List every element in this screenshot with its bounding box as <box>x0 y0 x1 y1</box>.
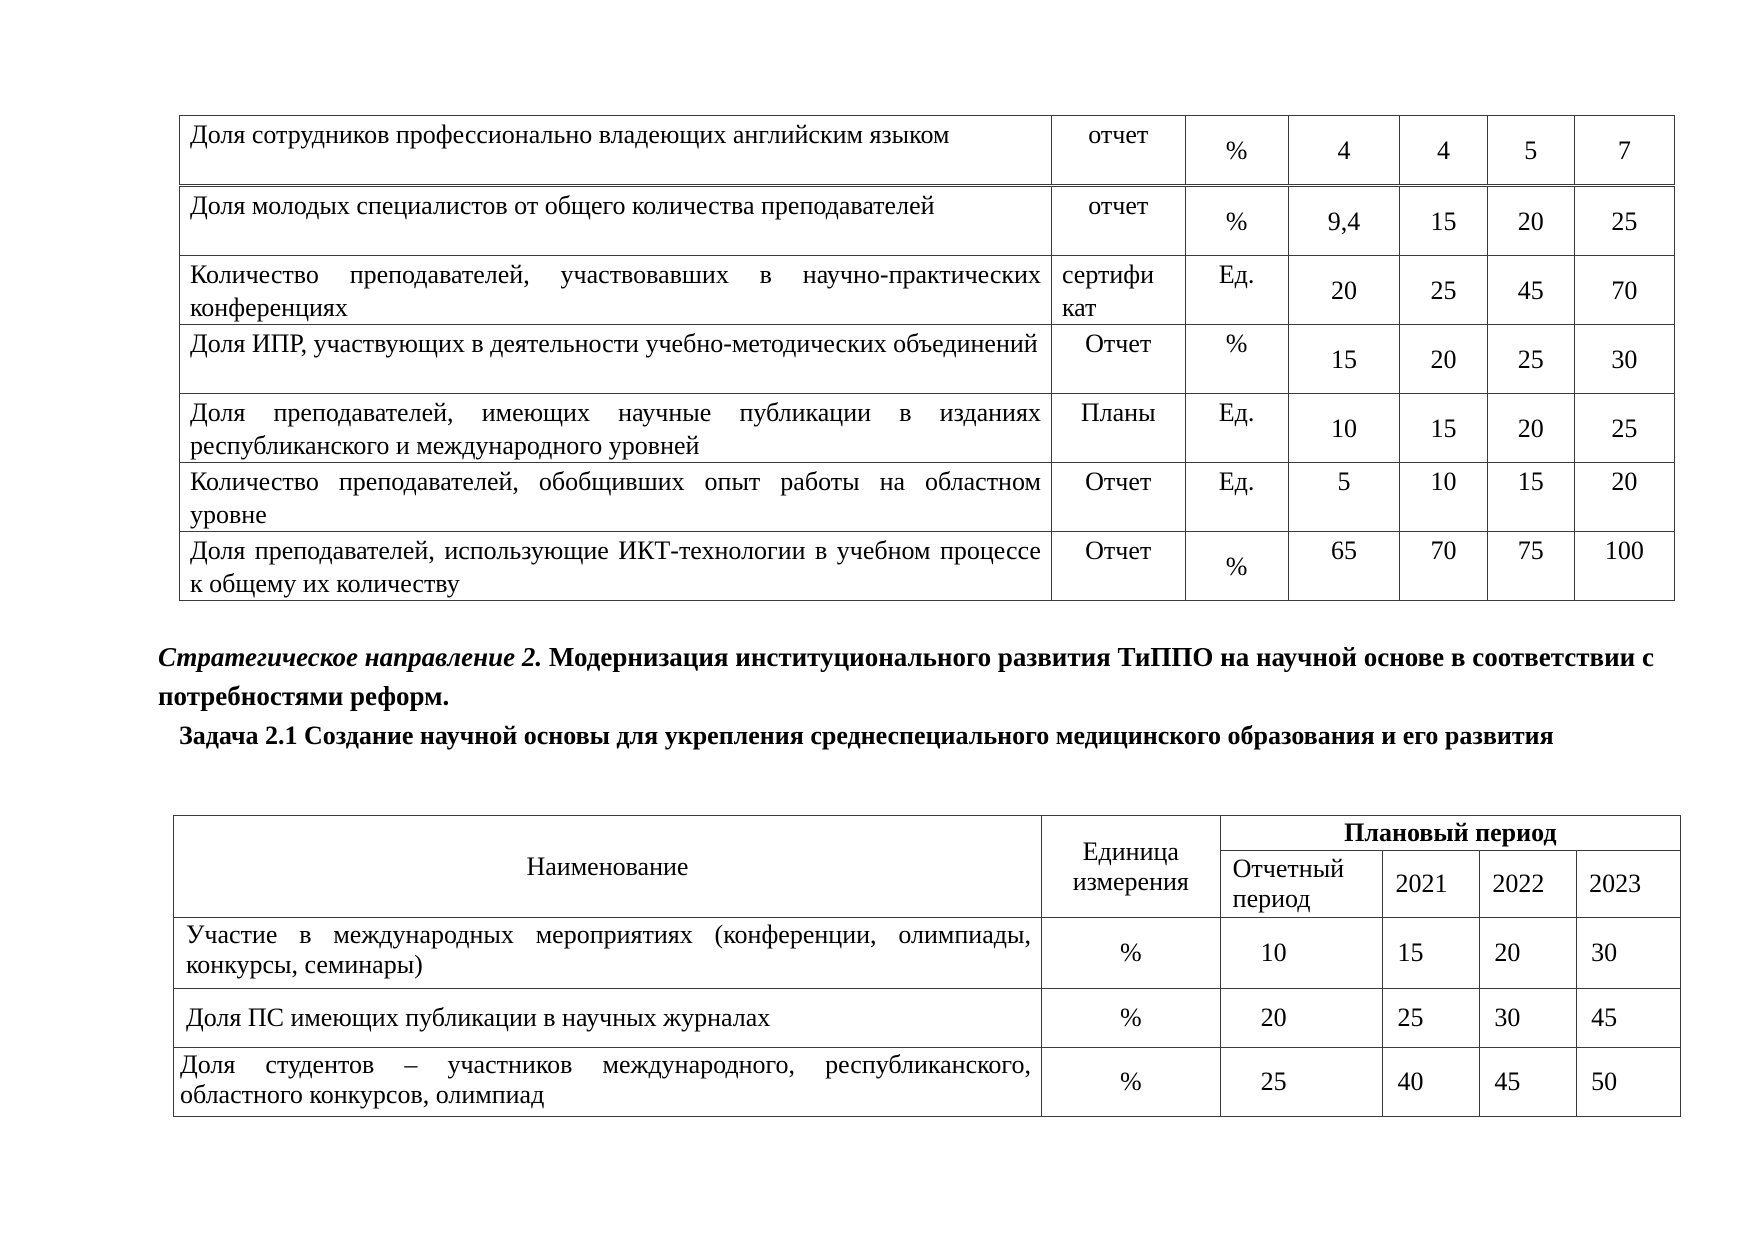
indicator-value: 20 <box>1574 463 1674 532</box>
indicator-source: Планы <box>1051 394 1185 463</box>
indicator-unit: % <box>1041 1048 1220 1117</box>
indicator-value: 70 <box>1574 256 1674 325</box>
indicator-value: 4 <box>1400 116 1487 186</box>
indicator-value: 20 <box>1288 256 1400 325</box>
indicator-name: Доля преподавателей, имеющих научные публикации в изданиях республиканского и международного уровней <box>180 394 1052 463</box>
indicator-source: отчет <box>1051 186 1185 256</box>
indicator-source: Отчет <box>1051 325 1185 394</box>
indicators-table-bottom <box>173 815 1681 1117</box>
indicator-value: 100 <box>1574 532 1674 601</box>
table-row <box>180 463 1675 532</box>
indicator-value: 30 <box>1577 918 1681 989</box>
column-header-year: 2021 <box>1383 851 1480 918</box>
indicator-value: 15 <box>1487 463 1574 532</box>
indicator-value: 30 <box>1480 989 1577 1048</box>
task-heading: Задача 2.1 Создание научной основы для укрепления среднеспециального медицинского образования и его развития <box>179 721 1554 750</box>
column-header-unit: Единица измерения <box>1041 816 1220 918</box>
table-row <box>180 116 1675 186</box>
indicator-name: Доля ПС имеющих публикации в научных журналах <box>174 989 1042 1048</box>
indicators-table-top <box>179 115 1675 601</box>
indicator-unit: % <box>1185 186 1288 256</box>
indicator-name: Доля сотрудников профессионально владеющих английским языком <box>180 116 1052 186</box>
column-header-year: 2023 <box>1577 851 1681 918</box>
table-row <box>174 989 1681 1048</box>
indicator-value: 15 <box>1400 394 1487 463</box>
indicator-unit: Ед. <box>1185 256 1288 325</box>
indicator-source: сертифи кат <box>1051 256 1185 325</box>
strategic-direction-text: Модернизация институционального развития ТиППО на научной основе в соответствии с потребностями реформ. <box>158 642 1654 711</box>
indicator-value: 25 <box>1400 256 1487 325</box>
indicator-value: 15 <box>1288 325 1400 394</box>
indicator-value: 25 <box>1487 325 1574 394</box>
indicator-name: Участие в международных мероприятиях (конференции, олимпиады, конкурсы, семинары) <box>174 918 1042 989</box>
indicator-name: Количество преподавателей, участвовавших в научно-практических конференциях <box>180 256 1052 325</box>
indicator-value: 15 <box>1400 186 1487 256</box>
table-row <box>180 532 1675 601</box>
indicator-value: 7 <box>1574 116 1674 186</box>
indicator-value: 9,4 <box>1288 186 1400 256</box>
indicator-value: 25 <box>1220 1048 1383 1117</box>
table-row <box>174 918 1681 989</box>
indicator-value: 25 <box>1574 394 1674 463</box>
indicator-value: 45 <box>1480 1048 1577 1117</box>
indicator-value: 10 <box>1400 463 1487 532</box>
indicator-source: отчет <box>1051 116 1185 186</box>
table-row <box>180 186 1675 256</box>
indicator-value: 10 <box>1220 918 1383 989</box>
indicator-unit: Ед. <box>1185 463 1288 532</box>
strategic-direction-label: Стратегическое направление 2. <box>158 642 543 672</box>
table-row <box>174 1048 1681 1117</box>
indicator-value: 45 <box>1487 256 1574 325</box>
indicator-name: Доля студентов – участников международного, республиканского, областного конкурсов, олимпиад <box>174 1048 1042 1117</box>
indicator-value: 40 <box>1383 1048 1480 1117</box>
indicator-unit: % <box>1185 532 1288 601</box>
indicator-value: 4 <box>1288 116 1400 186</box>
indicator-value: 15 <box>1383 918 1480 989</box>
indicator-source: Отчет <box>1051 532 1185 601</box>
indicator-name: Доля ИПР, участвующих в деятельности учебно-методических объединений <box>180 325 1052 394</box>
indicator-source: Отчет <box>1051 463 1185 532</box>
indicator-value: 50 <box>1577 1048 1681 1117</box>
indicator-value: 20 <box>1487 394 1574 463</box>
indicator-value: 25 <box>1574 186 1674 256</box>
indicator-value: 45 <box>1577 989 1681 1048</box>
indicator-value: 10 <box>1288 394 1400 463</box>
indicator-unit: % <box>1041 918 1220 989</box>
indicator-value: 20 <box>1400 325 1487 394</box>
table-row <box>180 256 1675 325</box>
indicator-value: 65 <box>1288 532 1400 601</box>
indicator-unit: % <box>1185 325 1288 394</box>
indicator-name: Количество преподавателей, обобщивших опыт работы на областном уровне <box>180 463 1052 532</box>
indicator-value: 5 <box>1487 116 1574 186</box>
column-header-plan-period: Плановый период <box>1220 816 1680 851</box>
indicator-value: 5 <box>1288 463 1400 532</box>
indicator-value: 75 <box>1487 532 1574 601</box>
indicator-name: Доля молодых специалистов от общего количества преподавателей <box>180 186 1052 256</box>
indicator-name: Доля преподавателей, использующие ИКТ-технологии в учебном процессе к общему их количеству <box>180 532 1052 601</box>
indicator-value: 20 <box>1480 918 1577 989</box>
indicator-unit: Ед. <box>1185 394 1288 463</box>
column-header-year: 2022 <box>1480 851 1577 918</box>
indicator-value: 20 <box>1487 186 1574 256</box>
indicator-value: 25 <box>1383 989 1480 1048</box>
indicator-unit: % <box>1041 989 1220 1048</box>
table-row <box>180 325 1675 394</box>
table-row <box>180 394 1675 463</box>
strategic-direction-heading <box>158 638 1658 716</box>
indicator-unit: % <box>1185 116 1288 186</box>
column-header-name: Наименование <box>174 816 1042 918</box>
table-header-row <box>174 816 1681 851</box>
indicator-value: 20 <box>1220 989 1383 1048</box>
indicator-value: 30 <box>1574 325 1674 394</box>
indicator-value: 70 <box>1400 532 1487 601</box>
column-header-report-period: Отчетный период <box>1220 851 1383 918</box>
